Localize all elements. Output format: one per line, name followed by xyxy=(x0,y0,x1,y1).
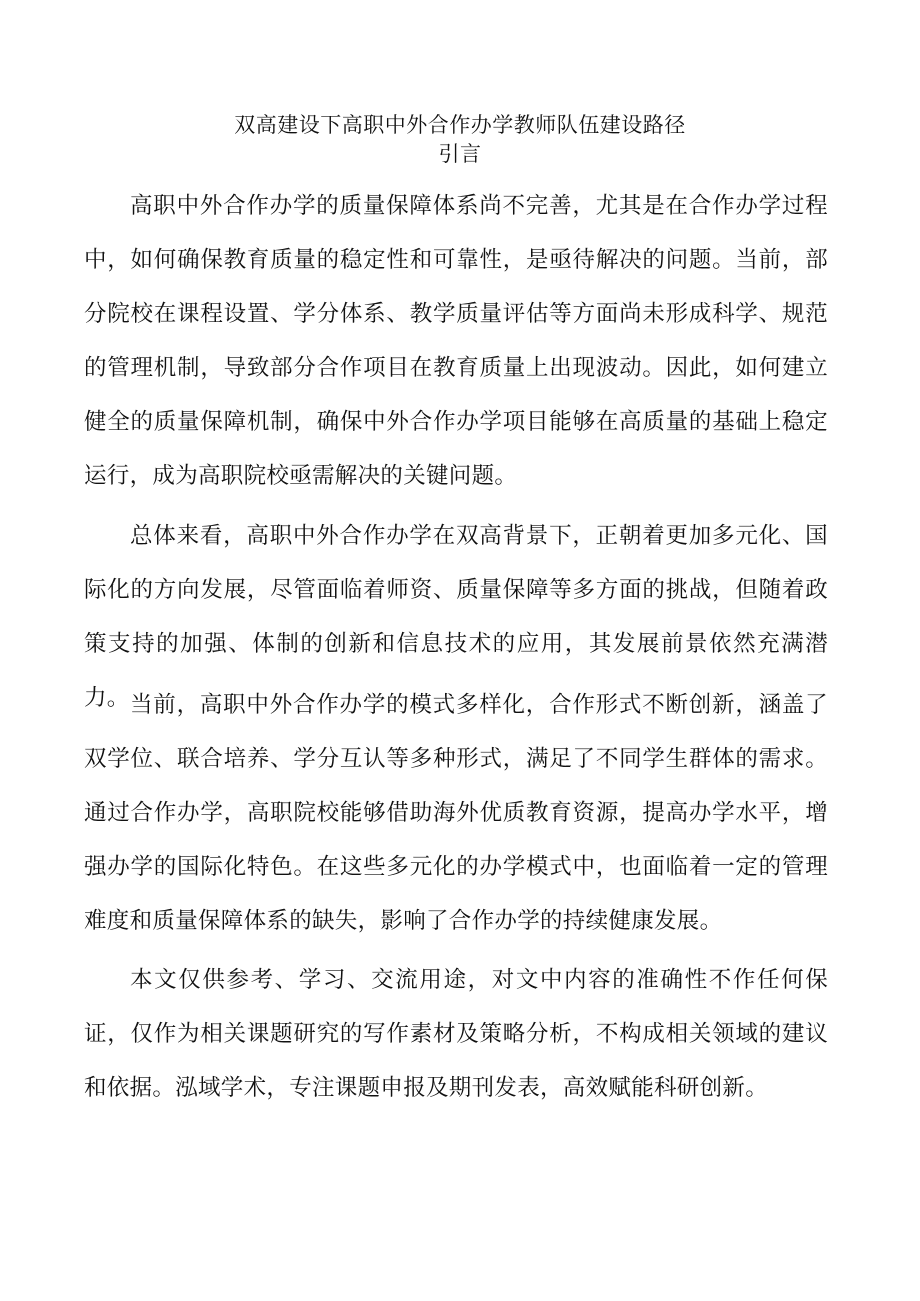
paragraph-3: 当前，高职中外合作办学的模式多样化，合作形式不断创新，涵盖了双学位、联合培养、学分互认等多种形式，满足了不同学生群体的需求。通过合作办学，高职院校能够借助海外优质教育资源，提高办学水平，增强办学的国际化特色。在这些多元化的办学模式中，也面临着一定的管理难度和质量保障体系的缺失，影响了合作办学的持续健康发展。 xyxy=(84,692,828,934)
paragraph-1: 高职中外合作办学的质量保障体系尚不完善，尤其是在合作办学过程中，如何确保教育质量的稳定性和可靠性，是亟待解决的问题。当前，部分院校在课程设置、学分体系、教学质量评估等方面尚未形成科学、规范的管理机制，导致部分合作项目在教育质量上出现波动。因此，如何建立健全的质量保障机制，确保中外合作办学项目能够在高质量的基础上稳定运行，成为高职院校亟需解决的关键问题。 xyxy=(84,193,828,489)
document-title: 双高建设下高职中外合作办学教师队伍建设路径 xyxy=(234,113,686,137)
paragraph-4: 本文仅供参考、学习、交流用途，对文中内容的准确性不作任何保证，仅作为相关课题研究的写作素材及策略分析，不构成相关领域的建议和依据。泓域学术，专注课题申报及期刊发表，高效赋能科研创新。 xyxy=(84,967,828,1101)
section-heading: 引言 xyxy=(438,142,482,166)
paragraph-2: 总体来看，高职中外合作办学在双高背景下，正朝着更加多元化、国际化的方向发展，尽管面临着师资、质量保障等多方面的挑战，但随着政策支持的加强、体制的创新和信息技术的应用，其发展前景依然充满潜力。 xyxy=(84,523,828,711)
